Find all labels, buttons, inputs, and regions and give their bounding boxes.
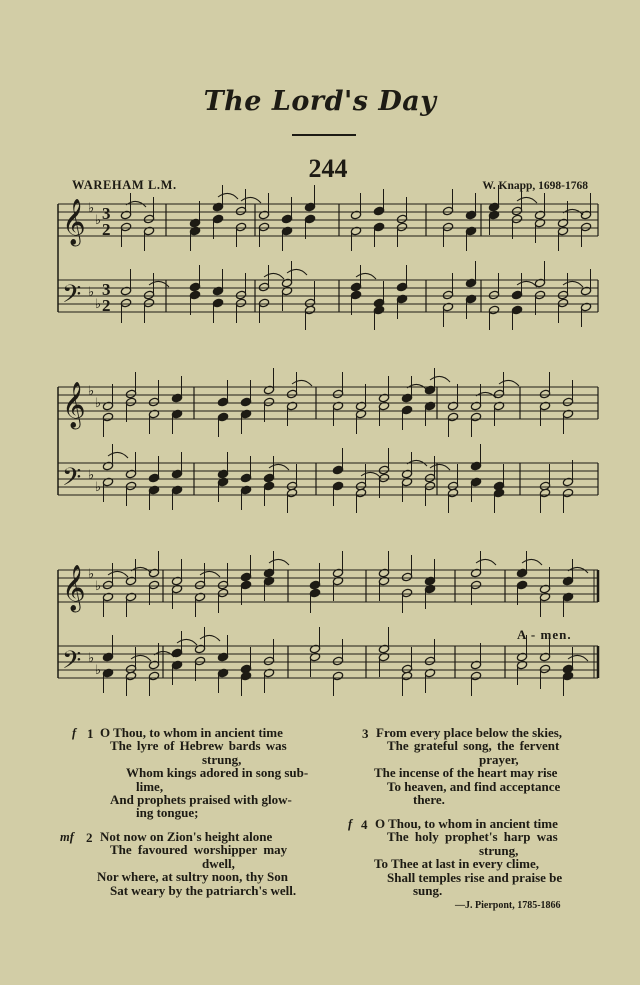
- slur: [108, 452, 128, 458]
- flat-icon: ♭: [95, 480, 102, 495]
- note-head: [263, 481, 274, 491]
- time-signature: 3: [102, 280, 111, 299]
- note-head: [332, 481, 343, 491]
- note-head: [488, 290, 499, 300]
- note-head: [493, 488, 504, 498]
- note-head: [148, 473, 159, 483]
- note-head: [447, 412, 458, 422]
- note-head: [442, 206, 453, 216]
- note-head: [534, 290, 545, 300]
- note-head: [401, 588, 412, 598]
- slur: [200, 635, 220, 641]
- note-head: [125, 397, 136, 407]
- note-head: [378, 473, 389, 483]
- note-head: [120, 222, 131, 232]
- note-head: [373, 222, 384, 232]
- verse-line: Sat weary by the patriarch's well.: [110, 882, 297, 898]
- note-head: [350, 282, 361, 292]
- hymn-number: 244: [308, 154, 348, 183]
- slur: [292, 380, 312, 386]
- verse-line: Not now on Zion's height alone: [100, 829, 273, 844]
- note-head: [447, 488, 458, 498]
- note-head: [562, 397, 573, 407]
- note-head: [240, 473, 251, 483]
- note-head: [562, 671, 573, 681]
- flat-icon: ♭: [95, 663, 102, 678]
- note-head: [470, 671, 481, 681]
- note-head: [580, 222, 591, 232]
- treble-clef-icon: 𝄞: [62, 382, 86, 428]
- note-head: [442, 222, 453, 232]
- note-head: [401, 572, 412, 582]
- note-head: [263, 397, 274, 407]
- note-head: [309, 588, 320, 598]
- note-head: [143, 214, 154, 224]
- slur: [264, 273, 284, 279]
- slur: [517, 281, 537, 287]
- note-head: [401, 405, 412, 415]
- verse-line: Shall temples rise and praise be: [387, 869, 563, 885]
- amen-label: A - men.: [517, 627, 572, 642]
- note-head: [511, 305, 522, 315]
- flat-icon: ♭: [88, 468, 95, 483]
- note-head: [125, 671, 136, 681]
- note-head: [143, 290, 154, 300]
- verse-3-number: 3: [362, 726, 369, 741]
- note-head: [539, 488, 550, 498]
- note-head: [378, 465, 389, 475]
- verse-line: O Thou, to whom in ancient time: [100, 725, 283, 740]
- verse-4-dynamic: f: [348, 817, 353, 831]
- verse-line: sung.: [413, 883, 443, 899]
- note-head: [281, 214, 292, 224]
- note-head: [148, 397, 159, 407]
- tune-name: WAREHAM L.M.: [72, 178, 177, 192]
- verse-line: Nor where, at sultry noon, thy Son: [97, 869, 288, 885]
- note-head: [148, 671, 159, 681]
- note-head: [396, 214, 407, 224]
- slur: [241, 197, 261, 203]
- slur: [108, 571, 128, 577]
- note-head: [539, 664, 550, 674]
- note-head: [424, 656, 435, 666]
- note-head: [332, 465, 343, 475]
- slur: [131, 655, 151, 661]
- note-head: [217, 588, 228, 598]
- verse-3: [374, 726, 562, 806]
- note-head: [511, 214, 522, 224]
- flat-icon: ♭: [88, 651, 95, 666]
- slur: [430, 376, 450, 382]
- slur: [269, 464, 289, 470]
- verse-4: [374, 817, 562, 897]
- verse-2-dynamic: mf: [60, 830, 74, 844]
- slur: [563, 281, 583, 287]
- verse-1: [97, 726, 308, 820]
- note-head: [424, 473, 435, 483]
- note-head: [396, 282, 407, 292]
- verse-line: dwell,: [202, 855, 235, 871]
- note-head: [212, 214, 223, 224]
- verse-1-number: 1: [87, 726, 94, 741]
- note-head: [355, 488, 366, 498]
- note-head: [258, 282, 269, 292]
- note-head: [258, 298, 269, 308]
- note-head: [217, 580, 228, 590]
- note-head: [470, 580, 481, 590]
- note-head: [171, 648, 182, 658]
- verse-4-number: 4: [361, 817, 368, 832]
- note-head: [235, 298, 246, 308]
- verse-line: strung,: [479, 842, 519, 858]
- note-head: [235, 222, 246, 232]
- author-credit: —J. Pierpont, 1785-1866: [455, 900, 561, 911]
- verse-line: The grateful song, the fervent: [387, 738, 560, 754]
- note-head: [286, 488, 297, 498]
- note-head: [373, 206, 384, 216]
- bass-clef-icon: 𝄢: [62, 463, 82, 498]
- bass-clef-icon: 𝄢: [62, 280, 82, 315]
- verse-line: lime,: [136, 778, 164, 794]
- slur: [568, 655, 588, 661]
- note-head: [212, 298, 223, 308]
- note-head: [401, 671, 412, 681]
- flat-icon: ♭: [88, 384, 95, 399]
- verse-line: The favoured worshipper may: [110, 842, 288, 858]
- note-head: [235, 290, 246, 300]
- note-head: [258, 222, 269, 232]
- note-head: [511, 206, 522, 216]
- verse-line: The lyre of Hebrew bards was: [110, 738, 287, 754]
- note-head: [263, 656, 274, 666]
- time-signature: 3: [102, 204, 111, 223]
- section-title: The Lord's Day: [203, 86, 437, 117]
- slur: [361, 472, 381, 478]
- slur: [476, 559, 496, 565]
- note-head: [189, 290, 200, 300]
- slur: [218, 193, 238, 199]
- verse-line: To heaven, and find acceptance: [387, 778, 561, 794]
- time-signature: 2: [102, 220, 111, 239]
- verse-line: ing tongue;: [136, 805, 199, 821]
- note-head: [240, 572, 251, 582]
- slur: [200, 571, 220, 577]
- treble-clef-icon: 𝄞: [62, 565, 86, 611]
- verse-line: Whom kings adored in song sub-: [126, 765, 309, 781]
- verse-1-dynamic: f: [72, 726, 77, 740]
- slur: [499, 380, 519, 386]
- note-head: [304, 305, 315, 315]
- note-head: [332, 656, 343, 666]
- treble-clef-icon: 𝄞: [62, 199, 86, 245]
- note-head: [562, 488, 573, 498]
- slur: [269, 559, 289, 565]
- slur: [356, 273, 376, 279]
- note-head: [424, 481, 435, 491]
- slur: [177, 639, 197, 645]
- flat-icon: ♭: [88, 285, 95, 300]
- note-head: [143, 298, 154, 308]
- note-head: [350, 290, 361, 300]
- note-head: [309, 580, 320, 590]
- note-head: [304, 214, 315, 224]
- note-head: [102, 580, 113, 590]
- note-head: [240, 397, 251, 407]
- flat-icon: ♭: [95, 579, 102, 594]
- note-head: [125, 389, 136, 399]
- note-head: [332, 389, 343, 399]
- note-head: [125, 481, 136, 491]
- verse-line: The holy prophet's harp was: [387, 829, 558, 845]
- slur: [522, 559, 542, 565]
- note-head: [373, 305, 384, 315]
- note-head: [470, 412, 481, 422]
- verse-line: prayer,: [479, 751, 519, 767]
- flat-icon: ♭: [95, 396, 102, 411]
- note-head: [396, 222, 407, 232]
- verse-2-number: 2: [86, 830, 93, 845]
- verse-line: From every place below the skies,: [376, 725, 563, 740]
- note-head: [286, 389, 297, 399]
- note-head: [516, 580, 527, 590]
- flat-icon: ♭: [95, 297, 102, 312]
- note-head: [189, 282, 200, 292]
- note-head: [240, 580, 251, 590]
- flat-icon: ♭: [95, 213, 102, 228]
- verse-line: strung,: [202, 751, 242, 767]
- note-head: [488, 305, 499, 315]
- note-head: [217, 412, 228, 422]
- note-head: [557, 290, 568, 300]
- composer: W. Knapp, 1698-1768: [482, 180, 588, 192]
- note-head: [539, 389, 550, 399]
- verse-line: O Thou, to whom in ancient time: [375, 816, 558, 831]
- verse-line: And prophets praised with glow-: [110, 792, 292, 808]
- note-head: [102, 412, 113, 422]
- note-head: [557, 298, 568, 308]
- flat-icon: ♭: [88, 567, 95, 582]
- note-head: [240, 671, 251, 681]
- verse-line: To Thee at last in every clime,: [374, 856, 540, 872]
- note-head: [332, 671, 343, 681]
- bass-clef-icon: 𝄢: [62, 646, 82, 681]
- note-head: [263, 473, 274, 483]
- flat-icon: ♭: [88, 201, 95, 216]
- note-head: [493, 389, 504, 399]
- verse-line: The incense of the heart may rise: [374, 765, 558, 781]
- note-head: [194, 580, 205, 590]
- note-head: [148, 580, 159, 590]
- slur: [287, 269, 307, 275]
- slur: [517, 197, 537, 203]
- note-head: [511, 290, 522, 300]
- note-head: [194, 656, 205, 666]
- time-signature: 2: [102, 296, 111, 315]
- note-head: [217, 397, 228, 407]
- note-head: [120, 298, 131, 308]
- verse-2: [97, 830, 296, 897]
- note-head: [442, 290, 453, 300]
- slur: [430, 464, 450, 470]
- note-head: [235, 206, 246, 216]
- verse-line: there.: [413, 792, 445, 808]
